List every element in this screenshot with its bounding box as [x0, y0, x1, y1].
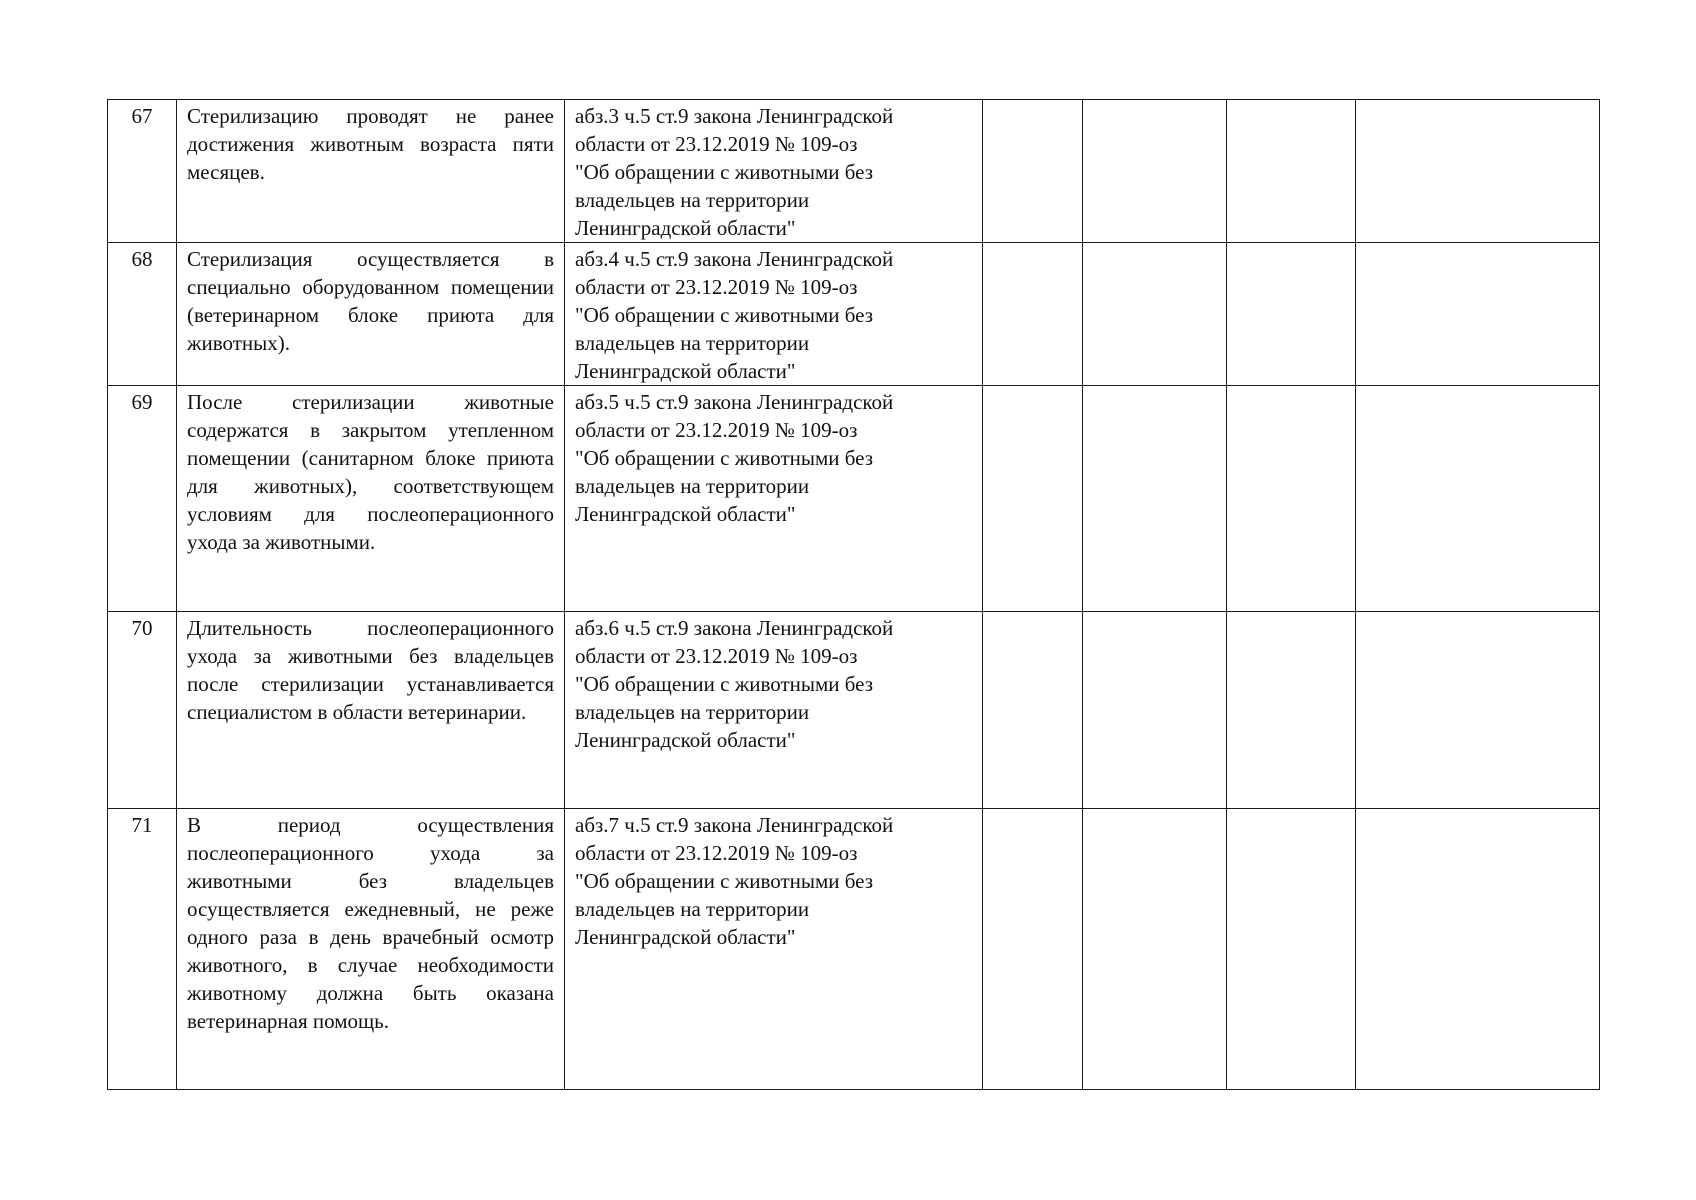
requirement-text: В период осуществления послеоперационного ухода за животными без владельцев осуществляется ежедневный, не реже одного раза в день врачебный осмотр животного, в случае необходимости животному должна быть оказана ветеринарная помощь.	[177, 809, 565, 1090]
legal-source-line: "Об обращении с животными без	[575, 303, 874, 327]
requirement-text: Стерилизация осуществляется в специально оборудованном помещении (ветеринарном блоке приюта для животных).	[177, 243, 565, 386]
row-number: 70	[108, 612, 177, 809]
empty-cell	[1356, 100, 1600, 243]
legal-source-line: владельцев на территории	[575, 700, 810, 724]
legal-source-line: абз.4 ч.5 ст.9 закона Ленинградской	[575, 247, 894, 271]
legal-source	[565, 100, 983, 243]
legal-source-line: абз.3 ч.5 ст.9 закона Ленинградской	[575, 104, 894, 128]
empty-cell	[1083, 243, 1227, 386]
empty-cell	[1356, 809, 1600, 1090]
row-number: 69	[108, 386, 177, 612]
empty-cell	[1227, 386, 1356, 612]
legal-source-line: абз.6 ч.5 ст.9 закона Ленинградской	[575, 616, 894, 640]
legal-source-line: области от 23.12.2019 № 109-оз	[575, 275, 858, 299]
table-row	[108, 612, 1600, 809]
empty-cell	[1227, 100, 1356, 243]
legal-source-line: области от 23.12.2019 № 109-оз	[575, 841, 858, 865]
legal-source-line: "Об обращении с животными без	[575, 869, 874, 893]
legal-source-line: владельцев на территории	[575, 474, 810, 498]
checklist-table	[107, 99, 1600, 1090]
empty-cell	[1083, 386, 1227, 612]
legal-source-line: области от 23.12.2019 № 109-оз	[575, 132, 858, 156]
legal-source	[565, 243, 983, 386]
row-number: 67	[108, 100, 177, 243]
legal-source-line: "Об обращении с животными без	[575, 672, 874, 696]
table-row	[108, 100, 1600, 243]
table-row	[108, 243, 1600, 386]
empty-cell	[983, 243, 1083, 386]
empty-cell	[983, 612, 1083, 809]
legal-source	[565, 612, 983, 809]
empty-cell	[983, 100, 1083, 243]
empty-cell	[1227, 612, 1356, 809]
legal-source	[565, 386, 983, 612]
requirement-text: После стерилизации животные содержатся в закрытом утепленном помещении (санитарном блоке приюта для животных), соответствующем условиям для послеоперационного ухода за животными.	[177, 386, 565, 612]
empty-cell	[1356, 243, 1600, 386]
legal-source-line: абз.7 ч.5 ст.9 закона Ленинградской	[575, 813, 894, 837]
empty-cell	[1356, 386, 1600, 612]
legal-source-line: Ленинградской области"	[575, 216, 796, 240]
empty-cell	[1083, 100, 1227, 243]
requirement-text: Стерилизацию проводят не ранее достижения животным возраста пяти месяцев.	[177, 100, 565, 243]
empty-cell	[1083, 809, 1227, 1090]
empty-cell	[1227, 809, 1356, 1090]
table-row	[108, 386, 1600, 612]
empty-cell	[1227, 243, 1356, 386]
empty-cell	[983, 386, 1083, 612]
row-number: 68	[108, 243, 177, 386]
legal-source-line: Ленинградской области"	[575, 925, 796, 949]
legal-source-line: абз.5 ч.5 ст.9 закона Ленинградской	[575, 390, 894, 414]
legal-source-line: Ленинградской области"	[575, 502, 796, 526]
empty-cell	[983, 809, 1083, 1090]
legal-source-line: Ленинградской области"	[575, 359, 796, 383]
legal-source	[565, 809, 983, 1090]
legal-source-line: владельцев на территории	[575, 188, 810, 212]
row-number: 71	[108, 809, 177, 1090]
empty-cell	[1083, 612, 1227, 809]
legal-source-line: владельцев на территории	[575, 331, 810, 355]
empty-cell	[1356, 612, 1600, 809]
table-row	[108, 809, 1600, 1090]
legal-source-line: области от 23.12.2019 № 109-оз	[575, 644, 858, 668]
legal-source-line: области от 23.12.2019 № 109-оз	[575, 418, 858, 442]
legal-source-line: владельцев на территории	[575, 897, 810, 921]
legal-source-line: "Об обращении с животными без	[575, 160, 874, 184]
legal-source-line: Ленинградской области"	[575, 728, 796, 752]
requirement-text: Длительность послеоперационного ухода за животными без владельцев после стерилизации устанавливается специалистом в области ветеринарии.	[177, 612, 565, 809]
legal-source-line: "Об обращении с животными без	[575, 446, 874, 470]
